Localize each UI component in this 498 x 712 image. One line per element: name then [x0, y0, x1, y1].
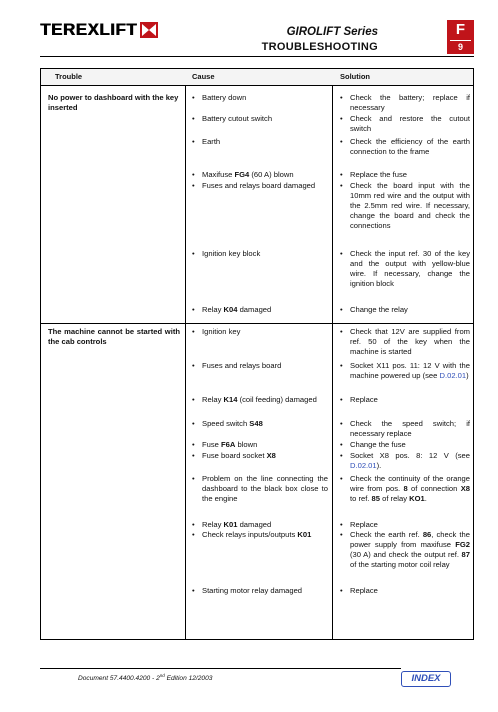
- document-reference: [78, 673, 212, 682]
- bullet-icon: •: [340, 327, 343, 336]
- text-fragment: Change the fuse: [350, 440, 406, 449]
- bullet-icon: •: [192, 114, 195, 123]
- cause-item-text: [202, 451, 328, 461]
- bullet-icon: •: [340, 586, 343, 595]
- cause-item-text: [202, 327, 328, 337]
- bullet-icon: •: [340, 440, 343, 449]
- solution-item-text: [350, 530, 470, 570]
- bullet-icon: •: [192, 440, 195, 449]
- text-fragment: Ignition key: [202, 327, 241, 336]
- solution-item-text: [350, 181, 470, 231]
- text-fragment: Change the relay: [350, 305, 408, 314]
- text-fragment: Check the battery; replace if necessary: [350, 93, 470, 113]
- text-fragment: (60 A) blown: [249, 170, 294, 179]
- text-fragment: Fuses and relays board damaged: [202, 181, 316, 190]
- bold-reference: K14: [223, 395, 238, 404]
- text-fragment: ): [466, 371, 469, 381]
- text-fragment: Check that 12V are supplied from ref. 50 of the key when the machine is started: [350, 327, 470, 357]
- cause-item-text: [202, 93, 328, 103]
- text-fragment: damaged: [237, 520, 272, 529]
- text-fragment: to ref.: [350, 494, 372, 504]
- brand-name: TEREXLIFT: [40, 20, 138, 39]
- text-fragment: Check the input ref. 30 of the key and the output with yellow-blue wire. If necessary, change the ignition block: [350, 249, 470, 289]
- bold-reference: F6A: [221, 440, 236, 449]
- solution-item-text: [350, 137, 470, 157]
- bold-reference: X8: [460, 484, 470, 494]
- text-fragment: Check the efficiency of the earth connection to the frame: [350, 137, 470, 157]
- bullet-icon: •: [192, 419, 195, 428]
- bullet-icon: •: [340, 361, 343, 370]
- text-fragment: Replace: [350, 395, 378, 404]
- cause-item-text: [202, 474, 328, 504]
- table-header-row: [41, 69, 473, 86]
- bullet-icon: •: [340, 181, 343, 190]
- bullet-icon: •: [192, 305, 195, 314]
- bullet-icon: •: [192, 327, 195, 336]
- group-separator: [41, 323, 473, 324]
- bullet-icon: •: [192, 181, 195, 190]
- bold-reference: FG4: [234, 170, 250, 179]
- text-fragment: Replace: [350, 586, 378, 595]
- text-fragment: Check the continuity of the orange wire from pos.: [350, 474, 470, 494]
- solution-item-text: [350, 474, 470, 504]
- bold-reference: 85: [371, 494, 380, 504]
- solution-item-text: [350, 327, 470, 357]
- cause-item-text: [202, 419, 328, 429]
- section-letter: F: [455, 21, 466, 38]
- bold-reference: FG2: [455, 540, 470, 550]
- text-fragment: ).: [376, 461, 382, 471]
- header-rule: [40, 56, 474, 57]
- bullet-icon: •: [340, 419, 343, 428]
- bold-reference: X8: [266, 451, 276, 460]
- bullet-icon: •: [192, 137, 195, 146]
- bullet-icon: •: [340, 530, 343, 539]
- text-fragment: , check the power supply from maxifuse: [350, 530, 470, 550]
- section-link[interactable]: D.02.01: [439, 371, 467, 381]
- text-fragment: Relay: [202, 395, 224, 404]
- cause-item-text: [202, 305, 328, 315]
- bullet-icon: •: [340, 114, 343, 123]
- text-fragment: Check the board input with the 10mm red wire and the output with the 2.5mm red wire. If necessary, change the board and check the connections: [350, 181, 470, 231]
- text-fragment: .: [424, 494, 427, 504]
- solution-item-text: [350, 395, 470, 405]
- cause-item-text: [202, 520, 328, 530]
- bold-reference: S48: [249, 419, 263, 428]
- bold-reference: K04: [223, 305, 238, 314]
- bullet-icon: •: [340, 395, 343, 404]
- trouble-label: The machine cannot be started with the cab controls: [48, 327, 180, 346]
- text-fragment: Fuse: [202, 440, 221, 449]
- cause-item-text: [202, 137, 328, 147]
- column-divider: [185, 69, 186, 639]
- series-title: GIROLIFT Series: [286, 26, 378, 38]
- page-title: TROUBLESHOOTING: [261, 41, 378, 53]
- footer-rule: [40, 668, 401, 669]
- text-fragment: Earth: [202, 137, 221, 146]
- text-fragment: of connection: [407, 484, 461, 494]
- text-fragment: Starting motor relay damaged: [202, 586, 303, 595]
- text-fragment: (coil feeding) damaged: [237, 395, 317, 404]
- section-tab: [447, 20, 474, 54]
- solution-item-text: [350, 114, 470, 134]
- bullet-icon: •: [192, 170, 195, 179]
- text-fragment: damaged: [237, 305, 272, 314]
- solution-item-text: [350, 586, 470, 596]
- solution-item-text: [350, 170, 470, 180]
- bullet-icon: •: [192, 586, 195, 595]
- text-fragment: Maxifuse: [202, 170, 235, 179]
- bullet-icon: •: [192, 474, 195, 483]
- doc-suffix: Edition 12/2003: [164, 675, 213, 683]
- cause-item-text: [202, 395, 328, 405]
- cause-item-text: [202, 361, 328, 371]
- solution-item-text: [350, 249, 470, 289]
- text-fragment: Replace: [350, 520, 378, 529]
- solution-item-text: [350, 440, 470, 450]
- solution-item-text: [350, 451, 470, 471]
- text-fragment: Check the speed switch; if necessary replace: [350, 419, 470, 439]
- bullet-icon: •: [192, 451, 195, 460]
- solution-item-text: [350, 520, 470, 530]
- cause-item-text: [202, 114, 328, 124]
- bullet-icon: •: [192, 361, 195, 370]
- bold-reference: 87: [461, 550, 470, 560]
- text-fragment: (30 A) and check the output ref.: [350, 550, 462, 560]
- bold-reference: 86: [422, 530, 432, 539]
- cause-item-text: [202, 586, 328, 596]
- doc-prefix: Document 57.4400.4200 - 2: [78, 675, 160, 683]
- text-fragment: Replace the fuse: [350, 170, 407, 179]
- bullet-icon: •: [340, 451, 343, 460]
- bullet-icon: •: [340, 249, 343, 258]
- header-solution: Solution: [340, 72, 370, 81]
- cause-item-text: [202, 249, 328, 259]
- solution-item-text: [350, 361, 470, 381]
- text-fragment: blown: [235, 440, 258, 449]
- cause-item-text: [202, 440, 328, 450]
- text-fragment: Socket X8 pos. 8: 12 V (see: [350, 451, 470, 460]
- text-fragment: Speed switch: [202, 419, 250, 428]
- bullet-icon: •: [340, 474, 343, 483]
- bullet-icon: •: [192, 249, 195, 258]
- bullet-icon: •: [192, 530, 195, 539]
- text-fragment: Check the earth ref.: [350, 530, 423, 539]
- doc-edition-suffix: nd: [159, 673, 165, 678]
- section-link[interactable]: D.02.01: [350, 461, 377, 471]
- cause-item-text: [202, 170, 328, 180]
- cause-item-text: [202, 530, 328, 540]
- bullet-icon: •: [340, 170, 343, 179]
- bullet-icon: •: [340, 93, 343, 102]
- bullet-icon: •: [340, 137, 343, 146]
- bullet-icon: •: [192, 395, 195, 404]
- troubleshooting-table: [40, 68, 474, 640]
- cause-item-text: [202, 181, 328, 191]
- text-fragment: of the starting motor coil relay: [350, 560, 450, 570]
- text-fragment: Battery down: [202, 93, 247, 102]
- bullet-icon: •: [192, 520, 195, 529]
- bold-reference: K01: [223, 520, 238, 529]
- bullet-icon: •: [340, 305, 343, 314]
- text-fragment: Ignition key block: [202, 249, 261, 258]
- bold-reference: KO1: [409, 494, 425, 504]
- text-fragment: Socket X11 pos. 11: 12 V with the machine powered up (see: [350, 361, 470, 381]
- text-fragment: Problem on the line connecting the dashboard to the black box close to the engine: [202, 474, 328, 504]
- header-trouble: Trouble: [55, 72, 83, 81]
- text-fragment: Check and restore the cutout switch: [350, 114, 470, 134]
- solution-item-text: [350, 93, 470, 113]
- text-fragment: Fuse board socket: [202, 451, 267, 460]
- header-cause: Cause: [192, 72, 215, 81]
- bold-reference: 8: [403, 484, 408, 494]
- solution-item-text: [350, 419, 470, 439]
- text-fragment: Battery cutout switch: [202, 114, 273, 123]
- text-fragment: Fuses and relays board: [202, 361, 282, 370]
- trouble-label: No power to dashboard with the key inserted: [48, 93, 179, 112]
- section-number: 9: [450, 40, 471, 53]
- column-divider: [332, 69, 333, 639]
- bullet-icon: •: [340, 520, 343, 529]
- text-fragment: of relay: [379, 494, 410, 504]
- text-fragment: Relay: [202, 520, 224, 529]
- text-fragment: Relay: [202, 305, 224, 314]
- index-button[interactable]: INDEX: [401, 671, 451, 687]
- text-fragment: Check relays inputs/outputs: [202, 530, 298, 539]
- bold-reference: K01: [297, 530, 312, 539]
- solution-item-text: [350, 305, 470, 315]
- bullet-icon: •: [192, 93, 195, 102]
